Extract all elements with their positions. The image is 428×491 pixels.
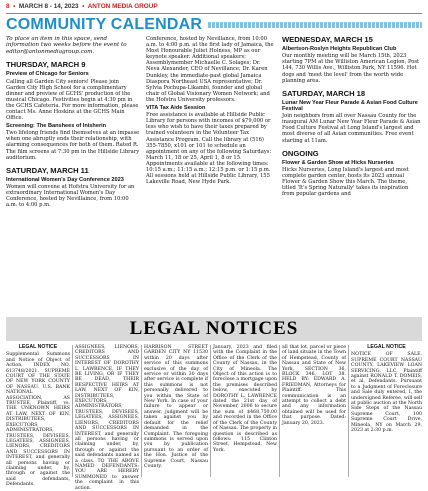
calendar-intro: To place an item in this space, send information two weeks before the event to editor@antonmediagroup.com. [6, 36, 127, 55]
issue-date: MARCH 8 - 14, 2023 [18, 3, 79, 10]
column-divider [72, 345, 73, 477]
event-headline: Screening: The Banshees of Inisherin [6, 123, 107, 130]
section-masthead [6, 15, 422, 35]
event-date: SATURDAY, MARCH 18 [282, 88, 366, 98]
event-headline: Albertson-Roslyn Heights Republican Club [282, 46, 397, 53]
event-text: Our monthly meeting will be March 15th, 2023 starting 7PM at the Williston American Legion, Post 144, 730 Willis Ave., Williston Park, NY 11596. Hot dogs and 'meet the level' from the worth wide planning area. [282, 53, 420, 84]
event-text: Join neighbors from all over Nassau County for the inaugural AM Lunar New Year Fleur Parade & Asian Food Culture Festival at Long Island's largest and most diverse of all Asian communities. Free event starting at 11am. [282, 113, 421, 144]
legal-notice-heading: LEGAL NOTICE [367, 344, 406, 350]
calendar-column-2 [146, 36, 274, 187]
event-date: WEDNESDAY, MARCH 15 [282, 35, 373, 44]
event-text: Free assistance is available at Hillside Public Library for persons with incomes of $79,000 or less who wish to have their taxes prepared by trained volunteers in the Volunteer Tax Assistance Program. Call the library at (516) 355-7850, x101 or 101 to schedule an appointment on any of the following Saturdays: March 11, 18 or 25, April 1, 8 or 15. Appointments available at the following times: 10:15 a.m.; 11:15 a.m.; 12:15 p.m. or 1:15 p.m. All sessions held at Hillside Public Library, 155 Lakeville Road, New Hyde Park. [146, 112, 272, 186]
legal-notice-text: NOTICE OF SALE. SUPREME COURT NASSAU COUNTY. LAKEVIEW LOAN SERVICING, LLC, Plaintiff against RONALD T. DOMEIS, et al. Defendants. Pursuant to a Judgment of Foreclosure and Sale duly entered, I, the undersigned Referee, will sell at public auction at the North Side Steps of the Nassau Supreme Court, 100 Supreme Court Drive, Mineola, NY on March 29, 2023 at 2:30 p.m. [351, 352, 423, 434]
calendar-column-3 [282, 36, 422, 199]
section-title: COMMUNITY CALENDAR [6, 16, 203, 33]
event-text: Two lifelong friends find themselves at an impasse when one abruptly ends their relationship, with alarming consequences for both of them. Rated R. The film screens at 7:30 pm in the Hillside Library auditorium. [6, 130, 140, 161]
header-rule [6, 13, 422, 14]
running-header: 8 • MARCH 8 - 14, 2023 • ANTON MEDIA GROUP [6, 3, 158, 10]
column-divider [279, 345, 280, 477]
legal-column-1 [6, 345, 70, 488]
event-text: Hicks Nurseries, Long Island's largest and most complete garden center, hosts its 2023 annual Flower & Garden Show this March. The theme, titled 'It's Spring Naturally' takes its inspiration from popular gardens and [282, 166, 409, 198]
event-headline: Flower & Garden Show at Hicks Nurseries [282, 159, 394, 166]
calendar-column-1 [6, 36, 140, 210]
event-text: Conference, hosted by Nevillance, from 10:00 a.m. to 4:00 p.m. at the first lady of Jamaica, the Most Honourable Juliet Holness, MP as our keynote speaker. Additional speakers: Assemblymember Michaelle C. Solages; Dr. Neva Alexander, CEO of Nevillance; Dr. Karen Dunkley, the immediate-past global Jamaica Diaspora Northeast USA representative; Dr. Sylvia Pochupa-Likambi, founder and global chair of Global Visionary Women Network; and the Hofstra University professors. [146, 36, 274, 103]
legal-notices-title: LEGAL NOTICES [129, 318, 299, 339]
column-divider [348, 345, 349, 477]
masthead-bar [208, 22, 422, 28]
column-divider [210, 345, 211, 477]
legal-notice-text: all that lot, parcel or piece of land situate in the Town of Hempstead, County of Nassau and State of New York, SECTION 36, BLOCK 346, LOT 38. HELD BY: EDWARD A. FRIEDMAN, Attorneys for Plaintiff. This communication is an attempt to collect a debt and any information obtained will be used for that purpose. Dated: January 20, 2023. [282, 345, 346, 426]
column-divider [141, 345, 142, 477]
legal-column-6 [351, 345, 422, 434]
legal-notice-heading: LEGAL NOTICE [18, 344, 58, 350]
event-date: ONGOING [282, 148, 319, 158]
event-headline: VITA Tax Aide Session [146, 105, 206, 112]
event-text: Calling all Garden City seniors! Please join Garden City High School for a complimentary dinner and preview of GCHS' production of the musical Chicago. Festivities begin at 4:30 pm in the GCHS Cafeteria. For more information, please contact Ms. Anne Hoskins at the GCHS Main Office. [6, 78, 139, 122]
legal-column-4 [213, 345, 277, 453]
legal-notice-text: ASSIGNEES, LIENORS, CREDITORS AND SUCCESSORS IN INTEREST OF DOROTHY L. LAWRENCE, IF THEY BE LIVING, OR IF THEY BE DEAD, THEIR RESPECTIVE HEIRS AT LAW, NEXT OF KIN, DISTRIBUTEES, EXECUTORS, ADMINISTRATORS, TRUSTEES, DEVISEES, LEGATEES, ASSIGNEES, LIENORS, CREDITORS AND SUCCESSORS IN INTEREST, and generally all persons having or claiming under, by, through or against the said defendants named as a class. TO THE ABOVE NAMED DEFENDANTS: YOU ARE HEREBY SUMMONED to answer the complaint in this action. [75, 345, 139, 491]
legal-column-5 [282, 345, 346, 426]
event-headline: Lunar New Year Fleur Parade & Asian Food Culture Festival [282, 99, 418, 113]
event-headline: Preview of Chicago for Seniors [6, 71, 89, 78]
legal-notice-text: Supplemental Summons and Notice of Object of Action. INDEX NO. 613748/2021. SUPREME COURT OF THE STATE OF NEW YORK COUNTY OF NASSAU. U.S. BANK NATIONAL ASSOCIATION, AS TRUSTEE, Plaintiff, vs. THE UNKNOWN HEIRS AT LAW, NEXT OF KIN, DISTRIBUTEES, EXECUTORS, ADMINISTRATORS, TRUSTEES, DEVISEES, LEGATEES, ASSIGNEES, LIENORS, CREDITORS AND SUCCESSORS IN INTEREST, and generally all persons having or claiming under, by, through or against the said defendants, Defendants. [6, 352, 70, 488]
event-date: THURSDAY, MARCH 9 [6, 60, 86, 70]
event-date: SATURDAY, MARCH 11 [6, 165, 89, 175]
legal-notices-banner [6, 317, 422, 341]
legal-notice-text: HARRISON STREET GARDEN CITY NY 11530 within 20 days after service of this summons exclusive of the day of service or within 30 days after service is complete if this summons is not personally delivered to you within the State of New York. In case of your failure to appear or answer, judgment will be taken against you by default for the relief demanded in the Complaint. The foregoing summons is served upon you by publication pursuant to an order of the Hon. Justice of the Supreme Court, Nassau County. [144, 345, 208, 469]
publication-name: ANTON MEDIA GROUP [87, 3, 158, 10]
page-number: 8 [6, 3, 10, 10]
legal-column-3 [144, 345, 208, 469]
event-headline: International Women's Day Conference 2023 [6, 176, 124, 183]
legal-column-2 [75, 345, 139, 491]
event-text: Women will convene at Hofstra University for an extraordinary International Women's Day Conference, hosted by Nevillaince, from 10:00 a.m. to 4:00 p.m. [6, 184, 135, 209]
legal-notice-text: January, 2023 and filed with the Complaint in the Office of the Clerk of the County of Nassau, in the City of Mineola. The Object of this action is to foreclose a mortgage upon the premises described below, executed by DOROTHY L. LAWRENCE dated the 21st day of November, 2006 to secure the sum of $468,750.00 and recorded in the Office of the Clerk of the County of Nassau. The property in question is described as follows: 115 Clinton Street, Hempstead, New York. [213, 345, 277, 453]
